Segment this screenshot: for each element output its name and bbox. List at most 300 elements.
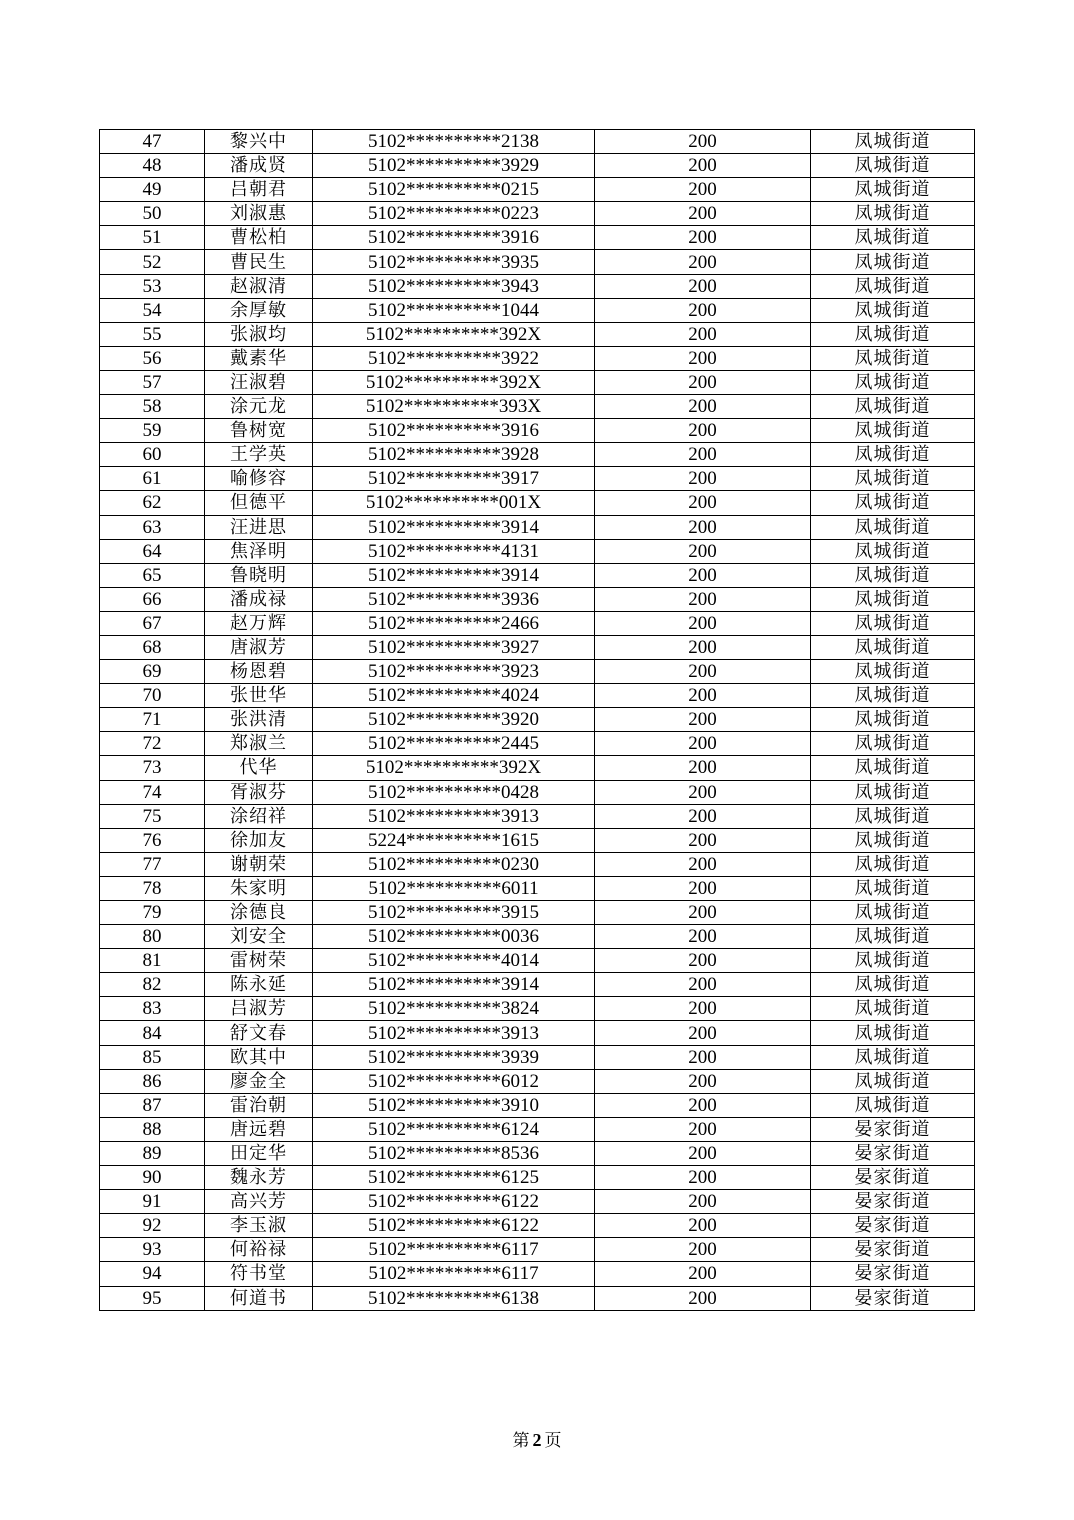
subdistrict-cell: 凤城街道 [811,732,975,756]
subdistrict-cell: 凤城街道 [811,587,975,611]
table-row [100,925,975,949]
row-number-cell: 59 [100,419,205,443]
table-row [100,635,975,659]
row-number-cell: 89 [100,1141,205,1165]
person-name-cell: 鲁树宽 [205,419,313,443]
table-row [100,901,975,925]
row-number-cell: 78 [100,876,205,900]
subdistrict-cell: 凤城街道 [811,611,975,635]
amount-cell: 200 [595,949,811,973]
amount-cell: 200 [595,130,811,154]
table-row [100,322,975,346]
row-number-cell: 47 [100,130,205,154]
amount-cell: 200 [595,346,811,370]
subdistrict-cell: 凤城街道 [811,876,975,900]
person-name-cell: 黎兴中 [205,130,313,154]
table-row [100,1069,975,1093]
id-number-cell: 5102**********3920 [313,708,595,732]
table-row [100,684,975,708]
subdistrict-cell: 凤城街道 [811,1045,975,1069]
id-number-cell: 5102**********6122 [313,1190,595,1214]
row-number-cell: 63 [100,515,205,539]
person-name-cell: 赵淑清 [205,274,313,298]
recipient-table-body [100,130,975,1311]
amount-cell: 200 [595,973,811,997]
row-number-cell: 70 [100,684,205,708]
table-row [100,370,975,394]
subdistrict-cell: 凤城街道 [811,901,975,925]
id-number-cell: 5102**********3922 [313,346,595,370]
person-name-cell: 但德平 [205,491,313,515]
amount-cell: 200 [595,1166,811,1190]
row-number-cell: 76 [100,828,205,852]
id-number-cell: 5102**********3913 [313,804,595,828]
person-name-cell: 刘安全 [205,925,313,949]
person-name-cell: 喻修容 [205,467,313,491]
subdistrict-cell: 晏家街道 [811,1214,975,1238]
id-number-cell: 5102**********2138 [313,130,595,154]
person-name-cell: 张世华 [205,684,313,708]
id-number-cell: 5102**********3824 [313,997,595,1021]
subdistrict-cell: 凤城街道 [811,828,975,852]
id-number-cell: 5102**********4131 [313,539,595,563]
id-number-cell: 5102**********393X [313,395,595,419]
subdistrict-cell: 凤城街道 [811,154,975,178]
table-row [100,1021,975,1045]
amount-cell: 200 [595,901,811,925]
table-row [100,346,975,370]
table-row [100,732,975,756]
table-row [100,756,975,780]
person-name-cell: 高兴芳 [205,1190,313,1214]
table-row [100,178,975,202]
amount-cell: 200 [595,178,811,202]
amount-cell: 200 [595,1117,811,1141]
person-name-cell: 雷树荣 [205,949,313,973]
id-number-cell: 5102**********3914 [313,515,595,539]
amount-cell: 200 [595,756,811,780]
person-name-cell: 汪进思 [205,515,313,539]
id-number-cell: 5102**********2466 [313,611,595,635]
row-number-cell: 49 [100,178,205,202]
row-number-cell: 82 [100,973,205,997]
id-number-cell: 5102**********3935 [313,250,595,274]
amount-cell: 200 [595,1021,811,1045]
table-row [100,202,975,226]
row-number-cell: 79 [100,901,205,925]
id-number-cell: 5102**********392X [313,370,595,394]
table-row [100,852,975,876]
row-number-cell: 91 [100,1190,205,1214]
subdistrict-cell: 晏家街道 [811,1117,975,1141]
person-name-cell: 潘成禄 [205,587,313,611]
id-number-cell: 5102**********3928 [313,443,595,467]
amount-cell: 200 [595,491,811,515]
page-footer [0,1429,1074,1452]
id-number-cell: 5102**********2445 [313,732,595,756]
person-name-cell: 何道书 [205,1286,313,1310]
subdistrict-cell: 凤城街道 [811,852,975,876]
amount-cell: 200 [595,419,811,443]
id-number-cell: 5102**********6012 [313,1069,595,1093]
page-number-suffix: 页 [544,1431,562,1451]
table-row [100,154,975,178]
table-row [100,1166,975,1190]
person-name-cell: 涂元龙 [205,395,313,419]
subdistrict-cell: 凤城街道 [811,322,975,346]
subdistrict-cell: 凤城街道 [811,491,975,515]
table-row [100,274,975,298]
amount-cell: 200 [595,370,811,394]
subdistrict-cell: 凤城街道 [811,684,975,708]
row-number-cell: 56 [100,346,205,370]
table-row [100,539,975,563]
id-number-cell: 5102**********6117 [313,1262,595,1286]
subdistrict-cell: 凤城街道 [811,973,975,997]
id-number-cell: 5102**********6117 [313,1238,595,1262]
table-row [100,1190,975,1214]
amount-cell: 200 [595,467,811,491]
table-row [100,1238,975,1262]
person-name-cell: 焦泽明 [205,539,313,563]
amount-cell: 200 [595,298,811,322]
subdistrict-cell: 凤城街道 [811,346,975,370]
amount-cell: 200 [595,322,811,346]
table-row [100,130,975,154]
table-row [100,1141,975,1165]
amount-cell: 200 [595,1190,811,1214]
id-number-cell: 5102**********3917 [313,467,595,491]
person-name-cell: 吕淑芳 [205,997,313,1021]
person-name-cell: 胥淑芬 [205,780,313,804]
person-name-cell: 张淑均 [205,322,313,346]
person-name-cell: 雷治朝 [205,1093,313,1117]
id-number-cell: 5102**********4024 [313,684,595,708]
row-number-cell: 81 [100,949,205,973]
amount-cell: 200 [595,274,811,298]
row-number-cell: 68 [100,635,205,659]
subdistrict-cell: 凤城街道 [811,635,975,659]
person-name-cell: 曹民生 [205,250,313,274]
amount-cell: 200 [595,587,811,611]
page-number: 2 [532,1430,542,1450]
id-number-cell: 5102**********8536 [313,1141,595,1165]
amount-cell: 200 [595,684,811,708]
amount-cell: 200 [595,1262,811,1286]
person-name-cell: 潘成贤 [205,154,313,178]
amount-cell: 200 [595,1069,811,1093]
person-name-cell: 杨恩碧 [205,660,313,684]
table-row [100,419,975,443]
table-row [100,563,975,587]
amount-cell: 200 [595,202,811,226]
person-name-cell: 谢朝荣 [205,852,313,876]
id-number-cell: 5102**********3910 [313,1093,595,1117]
person-name-cell: 魏永芳 [205,1166,313,1190]
table-row [100,997,975,1021]
subdistrict-cell: 凤城街道 [811,925,975,949]
id-number-cell: 5102**********0230 [313,852,595,876]
table-row [100,226,975,250]
id-number-cell: 5102**********1044 [313,298,595,322]
table-row [100,1262,975,1286]
person-name-cell: 舒文春 [205,1021,313,1045]
amount-cell: 200 [595,250,811,274]
subdistrict-cell: 凤城街道 [811,804,975,828]
table-row [100,660,975,684]
person-name-cell: 刘淑惠 [205,202,313,226]
amount-cell: 200 [595,828,811,852]
id-number-cell: 5102**********6011 [313,876,595,900]
id-number-cell: 5102**********6125 [313,1166,595,1190]
table-row [100,515,975,539]
row-number-cell: 54 [100,298,205,322]
table-row [100,876,975,900]
amount-cell: 200 [595,1045,811,1069]
amount-cell: 200 [595,635,811,659]
amount-cell: 200 [595,732,811,756]
person-name-cell: 鲁晓明 [205,563,313,587]
id-number-cell: 5102**********6122 [313,1214,595,1238]
table-row [100,250,975,274]
table-row [100,708,975,732]
person-name-cell: 张洪清 [205,708,313,732]
id-number-cell: 5102**********6138 [313,1286,595,1310]
amount-cell: 200 [595,925,811,949]
row-number-cell: 77 [100,852,205,876]
table-row [100,1045,975,1069]
person-name-cell: 余厚敏 [205,298,313,322]
row-number-cell: 72 [100,732,205,756]
amount-cell: 200 [595,443,811,467]
amount-cell: 200 [595,395,811,419]
subdistrict-cell: 凤城街道 [811,997,975,1021]
amount-cell: 200 [595,997,811,1021]
amount-cell: 200 [595,515,811,539]
person-name-cell: 朱家明 [205,876,313,900]
table-row [100,1093,975,1117]
id-number-cell: 5224**********1615 [313,828,595,852]
row-number-cell: 74 [100,780,205,804]
amount-cell: 200 [595,1214,811,1238]
subdistrict-cell: 凤城街道 [811,660,975,684]
row-number-cell: 50 [100,202,205,226]
id-number-cell: 5102**********3916 [313,419,595,443]
amount-cell: 200 [595,539,811,563]
row-number-cell: 67 [100,611,205,635]
person-name-cell: 廖金全 [205,1069,313,1093]
id-number-cell: 5102**********392X [313,322,595,346]
id-number-cell: 5102**********4014 [313,949,595,973]
row-number-cell: 87 [100,1093,205,1117]
table-row [100,298,975,322]
row-number-cell: 55 [100,322,205,346]
person-name-cell: 赵万辉 [205,611,313,635]
id-number-cell: 5102**********3923 [313,660,595,684]
amount-cell: 200 [595,660,811,684]
table-row [100,1286,975,1310]
person-name-cell: 唐淑芳 [205,635,313,659]
amount-cell: 200 [595,804,811,828]
subdistrict-cell: 凤城街道 [811,443,975,467]
person-name-cell: 符书堂 [205,1262,313,1286]
row-number-cell: 69 [100,660,205,684]
id-number-cell: 5102**********0036 [313,925,595,949]
subdistrict-cell: 凤城街道 [811,202,975,226]
person-name-cell: 何裕禄 [205,1238,313,1262]
id-number-cell: 5102**********3915 [313,901,595,925]
table-row [100,949,975,973]
person-name-cell: 田定华 [205,1141,313,1165]
table-row [100,611,975,635]
subdistrict-cell: 凤城街道 [811,226,975,250]
row-number-cell: 71 [100,708,205,732]
row-number-cell: 62 [100,491,205,515]
subdistrict-cell: 晏家街道 [811,1141,975,1165]
table-row [100,780,975,804]
row-number-cell: 65 [100,563,205,587]
person-name-cell: 欧其中 [205,1045,313,1069]
row-number-cell: 80 [100,925,205,949]
id-number-cell: 5102**********001X [313,491,595,515]
id-number-cell: 5102**********3927 [313,635,595,659]
person-name-cell: 涂绍祥 [205,804,313,828]
row-number-cell: 48 [100,154,205,178]
amount-cell: 200 [595,1141,811,1165]
row-number-cell: 95 [100,1286,205,1310]
subdistrict-cell: 凤城街道 [811,708,975,732]
amount-cell: 200 [595,876,811,900]
table-row [100,828,975,852]
amount-cell: 200 [595,1093,811,1117]
row-number-cell: 57 [100,370,205,394]
subdistrict-cell: 晏家街道 [811,1190,975,1214]
table-row [100,491,975,515]
subdistrict-cell: 凤城街道 [811,563,975,587]
page-number-prefix: 第 [512,1431,530,1451]
subdistrict-cell: 凤城街道 [811,298,975,322]
row-number-cell: 60 [100,443,205,467]
id-number-cell: 5102**********0215 [313,178,595,202]
id-number-cell: 5102**********0223 [313,202,595,226]
amount-cell: 200 [595,852,811,876]
table-row [100,1214,975,1238]
person-name-cell: 王学英 [205,443,313,467]
recipient-table [99,129,975,1311]
subdistrict-cell: 凤城街道 [811,419,975,443]
table-row [100,804,975,828]
row-number-cell: 61 [100,467,205,491]
person-name-cell: 汪淑碧 [205,370,313,394]
subdistrict-cell: 晏家街道 [811,1238,975,1262]
id-number-cell: 5102**********3914 [313,563,595,587]
person-name-cell: 徐加友 [205,828,313,852]
id-number-cell: 5102**********3936 [313,587,595,611]
row-number-cell: 84 [100,1021,205,1045]
subdistrict-cell: 凤城街道 [811,467,975,491]
subdistrict-cell: 凤城街道 [811,756,975,780]
row-number-cell: 52 [100,250,205,274]
subdistrict-cell: 凤城街道 [811,949,975,973]
person-name-cell: 陈永延 [205,973,313,997]
amount-cell: 200 [595,226,811,250]
id-number-cell: 5102**********6124 [313,1117,595,1141]
row-number-cell: 58 [100,395,205,419]
subdistrict-cell: 晏家街道 [811,1262,975,1286]
amount-cell: 200 [595,708,811,732]
table-row [100,467,975,491]
row-number-cell: 64 [100,539,205,563]
table-row [100,443,975,467]
person-name-cell: 唐远碧 [205,1117,313,1141]
row-number-cell: 88 [100,1117,205,1141]
row-number-cell: 94 [100,1262,205,1286]
subdistrict-cell: 晏家街道 [811,1166,975,1190]
subdistrict-cell: 凤城街道 [811,274,975,298]
id-number-cell: 5102**********0428 [313,780,595,804]
person-name-cell: 曹松柏 [205,226,313,250]
subdistrict-cell: 凤城街道 [811,130,975,154]
id-number-cell: 5102**********3913 [313,1021,595,1045]
person-name-cell: 戴素华 [205,346,313,370]
person-name-cell: 郑淑兰 [205,732,313,756]
amount-cell: 200 [595,154,811,178]
row-number-cell: 85 [100,1045,205,1069]
person-name-cell: 吕朝君 [205,178,313,202]
subdistrict-cell: 凤城街道 [811,1093,975,1117]
subdistrict-cell: 晏家街道 [811,1286,975,1310]
id-number-cell: 5102**********3914 [313,973,595,997]
amount-cell: 200 [595,563,811,587]
amount-cell: 200 [595,1238,811,1262]
subdistrict-cell: 凤城街道 [811,1021,975,1045]
id-number-cell: 5102**********3929 [313,154,595,178]
row-number-cell: 75 [100,804,205,828]
subdistrict-cell: 凤城街道 [811,250,975,274]
row-number-cell: 73 [100,756,205,780]
row-number-cell: 66 [100,587,205,611]
table-row [100,395,975,419]
table-row [100,973,975,997]
subdistrict-cell: 凤城街道 [811,780,975,804]
subdistrict-cell: 凤城街道 [811,370,975,394]
row-number-cell: 93 [100,1238,205,1262]
subdistrict-cell: 凤城街道 [811,515,975,539]
row-number-cell: 90 [100,1166,205,1190]
amount-cell: 200 [595,780,811,804]
id-number-cell: 5102**********3943 [313,274,595,298]
subdistrict-cell: 凤城街道 [811,539,975,563]
subdistrict-cell: 凤城街道 [811,178,975,202]
row-number-cell: 92 [100,1214,205,1238]
row-number-cell: 53 [100,274,205,298]
subdistrict-cell: 凤城街道 [811,1069,975,1093]
person-name-cell: 代华 [205,756,313,780]
id-number-cell: 5102**********3916 [313,226,595,250]
row-number-cell: 83 [100,997,205,1021]
person-name-cell: 李玉淑 [205,1214,313,1238]
row-number-cell: 86 [100,1069,205,1093]
amount-cell: 200 [595,611,811,635]
row-number-cell: 51 [100,226,205,250]
table-row [100,587,975,611]
subdistrict-cell: 凤城街道 [811,395,975,419]
amount-cell: 200 [595,1286,811,1310]
table-row [100,1117,975,1141]
person-name-cell: 涂德良 [205,901,313,925]
id-number-cell: 5102**********392X [313,756,595,780]
id-number-cell: 5102**********3939 [313,1045,595,1069]
